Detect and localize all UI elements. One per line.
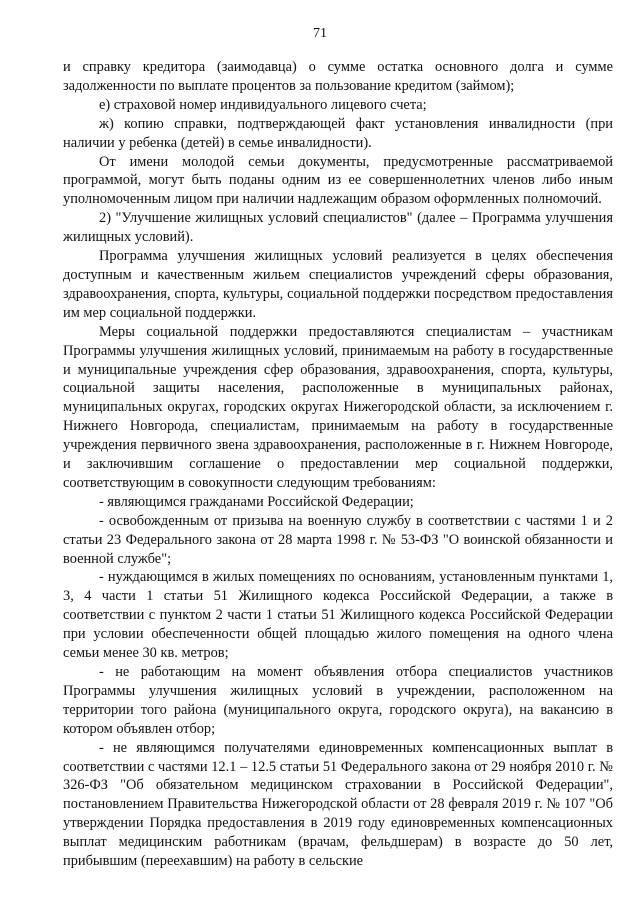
paragraph-program-purpose: Программа улучшения жилищных условий реализуется в целях обеспечения доступным и качественным жильем специалистов учреждений сферы образования, здравоохранения, спорта, культуры, социальной поддержки посредством предоставления им мер социальной поддержки. — [63, 248, 613, 321]
requirement-citizenship: - являющимся гражданами Российской Федерации; — [99, 493, 414, 510]
paragraph-support-measures: Меры социальной поддержки предоставляются специалистам – участникам Программы улучшения жилищных условий, принимаемым на работу в государственные и муниципальные учреждения сфер образования, здравоохранения, спорта, культуры, социальной защиты населения, расположенные в муниципальных районах, муниципальных округах, городских округах Нижегородской области, за исключением г. Нижнего Новгорода, специалистам, принимаемым на работу в государственные учреждения первичного звена здравоохранения, расположенные в г. Нижнем Новгороде, и заключившим соглашение о предоставлении мер социальной поддержки, соответствующим в совокупности следующим требованиям: — [63, 323, 613, 491]
paragraph-young-family-documents: От имени молодой семьи документы, предусмотренные рассматриваемой программой, могут быть поданы одним из ее совершеннолетних членов либо иным уполномоченным лицом при наличии надлежащим образом оформленных полномочий. — [63, 153, 613, 208]
paragraph-item-e: е) страховой номер индивидуального лицевого счета; — [99, 96, 427, 113]
requirement-housing-need: - нуждающимся в жилых помещениях по основаниям, установленным пунктами 1, 3, 4 части 1 статьи 51 Жилищного кодекса Российской Федерации, а также в соответствии с пунктом 2 части 1 статьи 51 Жилищного кодекса Российской Федерации при условии обеспеченности общей площадью жилого помещения на одного члена семьи менее 30 кв. метров; — [63, 569, 613, 662]
page-number: 71 — [313, 26, 327, 41]
paragraph-continuation: и справку кредитора (заимодавца) о сумме остатка основного долга и сумме задолженности по выплате процентов за пользование кредитом (займом); — [63, 59, 613, 94]
paragraph-item-zh: ж) копию справки, подтверждающей факт установления инвалидности (при наличии у ребенка (детей) в семье инвалидности). — [63, 115, 613, 151]
requirement-no-compensation: - не являющимся получателями единовременных компенсационных выплат в соответствии с частями 12.1 – 12.5 статьи 51 Федерального закона от 29 ноября 2010 г. № 326-ФЗ "Об обязательном медицинском страховании в Российской Федерации", постановлением Правительства Нижегородской области от 28 февраля 2019 г. № 107 "Об утверждении Порядка предоставления в 2019 году единовременных компенсационных выплат медицинским работникам (врачам, фельдшерам) в возрасте до 50 лет, прибывшим (переехавшим) на работу в сельские — [63, 739, 613, 870]
requirement-military-exemption: - освобожденным от призыва на военную службу в соответствии с частями 1 и 2 статьи 23 Федерального закона от 28 марта 1998 г. № 53-ФЗ "О воинской обязанности и военной службе"; — [63, 512, 613, 567]
requirement-not-employed: - не работающим на момент объявления отбора специалистов участников Программы улучшения жилищных условий в учреждении, расположенном на территории того района (муниципального округа, городского округа), на вакансию в котором объявлен отбор; — [63, 664, 613, 737]
paragraph-program-2-heading: 2) "Улучшение жилищных условий специалистов" (далее – Программа улучшения жилищных условий). — [63, 210, 613, 246]
document-body — [63, 58, 613, 871]
